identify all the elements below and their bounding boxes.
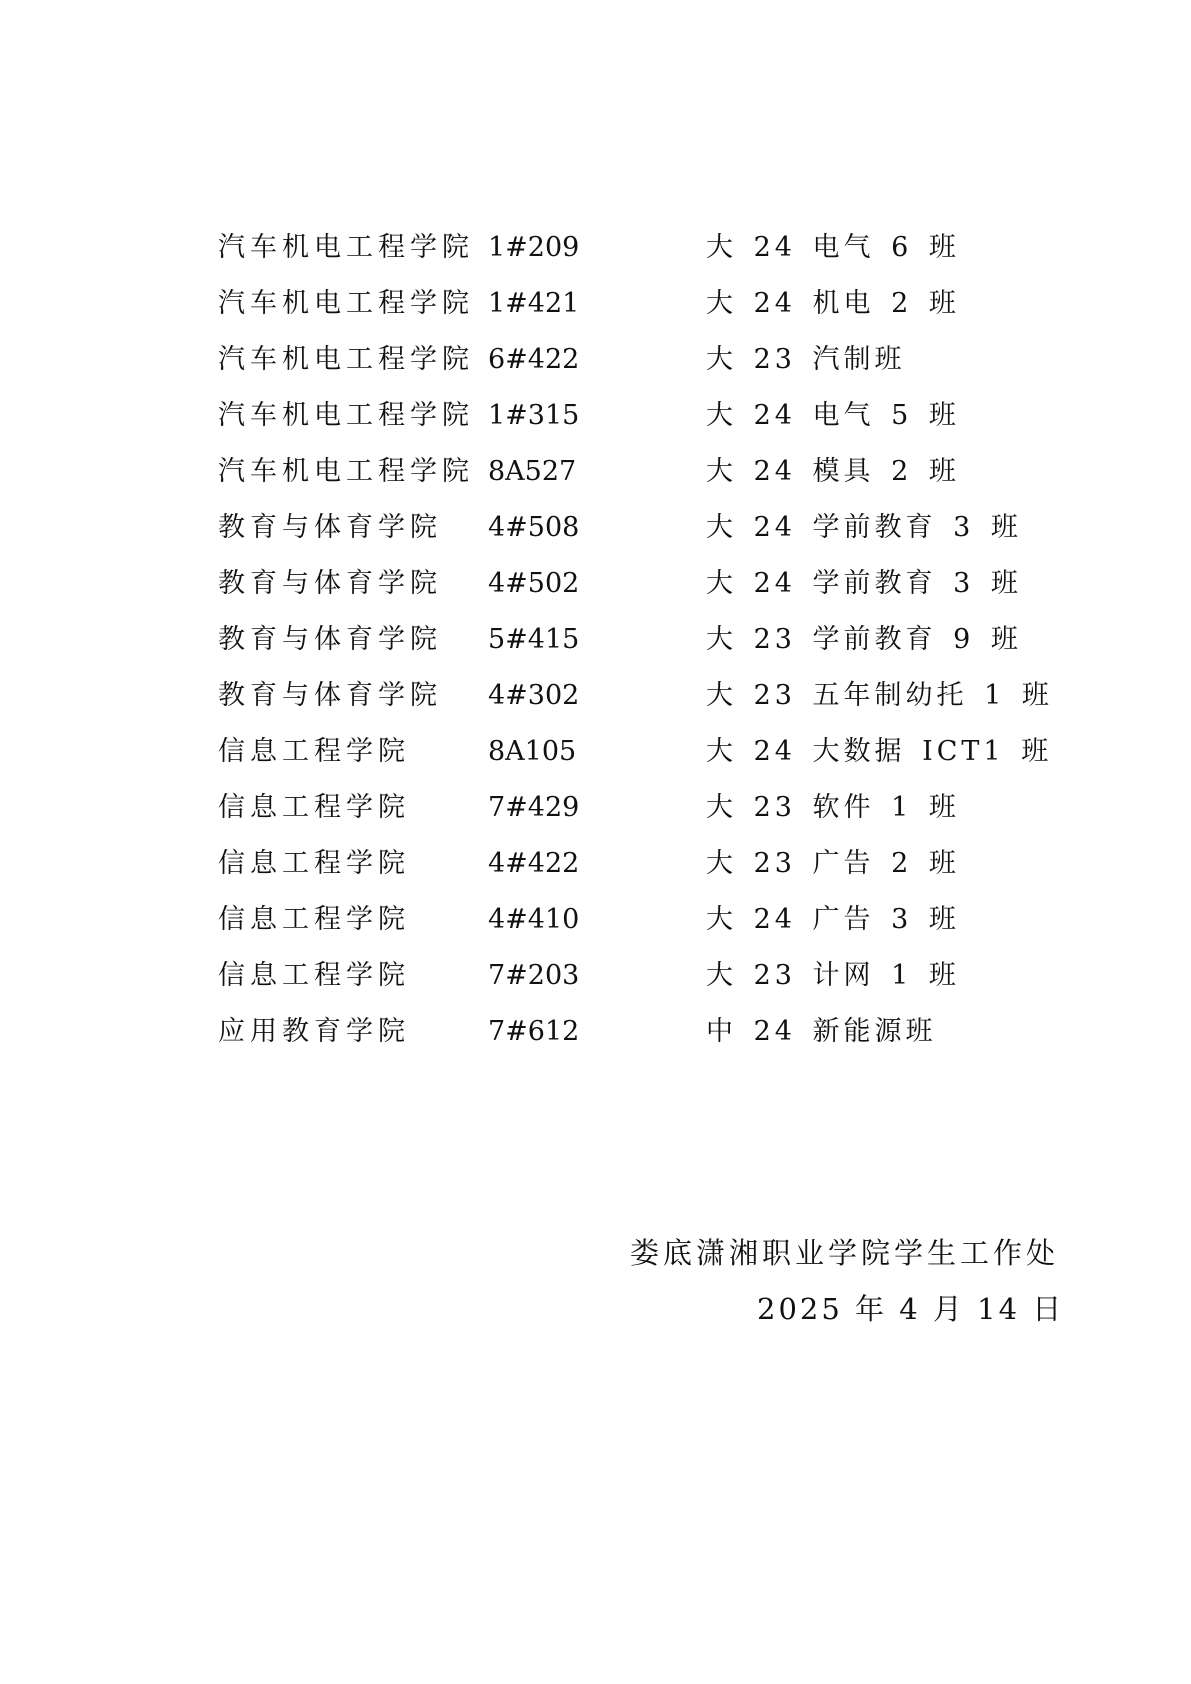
college-name: 汽车机电工程学院 <box>218 232 474 263</box>
list-row <box>218 786 1018 842</box>
class-name: 中 24 新能源班 <box>706 1016 937 1047</box>
room-number: 1#209 <box>488 232 580 263</box>
class-name: 大 23 汽制班 <box>706 344 906 375</box>
college-name: 汽车机电工程学院 <box>218 288 474 319</box>
college-name: 信息工程学院 <box>218 792 410 823</box>
class-name: 大 23 广告 2 班 <box>706 848 960 879</box>
list-row <box>218 954 1018 1010</box>
college-name: 信息工程学院 <box>218 736 410 767</box>
list-row <box>218 898 1018 954</box>
college-name: 汽车机电工程学院 <box>218 400 474 431</box>
room-number: 8A105 <box>488 736 577 767</box>
college-name: 信息工程学院 <box>218 848 410 879</box>
college-name: 教育与体育学院 <box>218 512 442 543</box>
list-row <box>218 1010 1018 1066</box>
class-name: 大 24 电气 5 班 <box>706 400 960 431</box>
class-name: 大 23 学前教育 9 班 <box>706 624 1022 655</box>
college-name: 教育与体育学院 <box>218 568 442 599</box>
list-row <box>218 842 1018 898</box>
college-name: 汽车机电工程学院 <box>218 456 474 487</box>
college-name: 应用教育学院 <box>218 1016 410 1047</box>
class-name: 大 23 五年制幼托 1 班 <box>706 680 1053 711</box>
room-number: 6#422 <box>488 344 580 375</box>
class-name: 大 24 模具 2 班 <box>706 456 960 487</box>
college-name: 信息工程学院 <box>218 960 410 991</box>
room-number: 7#203 <box>488 960 580 991</box>
class-name: 大 24 大数据 ICT1 班 <box>706 736 1053 767</box>
list-row <box>218 450 1018 506</box>
list-row <box>218 338 1018 394</box>
room-number: 5#415 <box>488 624 580 655</box>
college-name: 教育与体育学院 <box>218 624 442 655</box>
room-number: 8A527 <box>488 456 577 487</box>
college-name: 信息工程学院 <box>218 904 410 935</box>
list-row <box>218 394 1018 450</box>
room-number: 1#421 <box>488 288 580 319</box>
room-number: 7#429 <box>488 792 580 823</box>
college-name: 汽车机电工程学院 <box>218 344 474 375</box>
room-number: 4#508 <box>488 512 580 543</box>
class-name: 大 23 计网 1 班 <box>706 960 960 991</box>
list-row <box>218 674 1053 730</box>
class-name: 大 24 机电 2 班 <box>706 288 960 319</box>
room-number: 4#410 <box>488 904 580 935</box>
issuer-signature: 娄底潇湘职业学院学生工作处 <box>630 1236 1060 1270</box>
room-number: 4#422 <box>488 848 580 879</box>
list-row <box>218 506 1022 562</box>
room-number: 4#502 <box>488 568 580 599</box>
list-row <box>218 282 1018 338</box>
class-name: 大 24 电气 6 班 <box>706 232 960 263</box>
room-number: 7#612 <box>488 1016 580 1047</box>
class-name: 大 23 软件 1 班 <box>706 792 960 823</box>
list-row <box>218 618 1022 674</box>
room-number: 4#302 <box>488 680 580 711</box>
room-number: 1#315 <box>488 400 580 431</box>
list-row <box>218 226 1018 282</box>
class-name: 大 24 广告 3 班 <box>706 904 960 935</box>
class-name: 大 24 学前教育 3 班 <box>706 568 1022 599</box>
list-row <box>218 562 1022 618</box>
college-name: 教育与体育学院 <box>218 680 442 711</box>
class-name: 大 24 学前教育 3 班 <box>706 512 1022 543</box>
issue-date: 2025 年 4 月 14 日 <box>757 1292 1065 1326</box>
assignment-list <box>218 226 1053 1066</box>
list-row <box>218 730 1053 786</box>
